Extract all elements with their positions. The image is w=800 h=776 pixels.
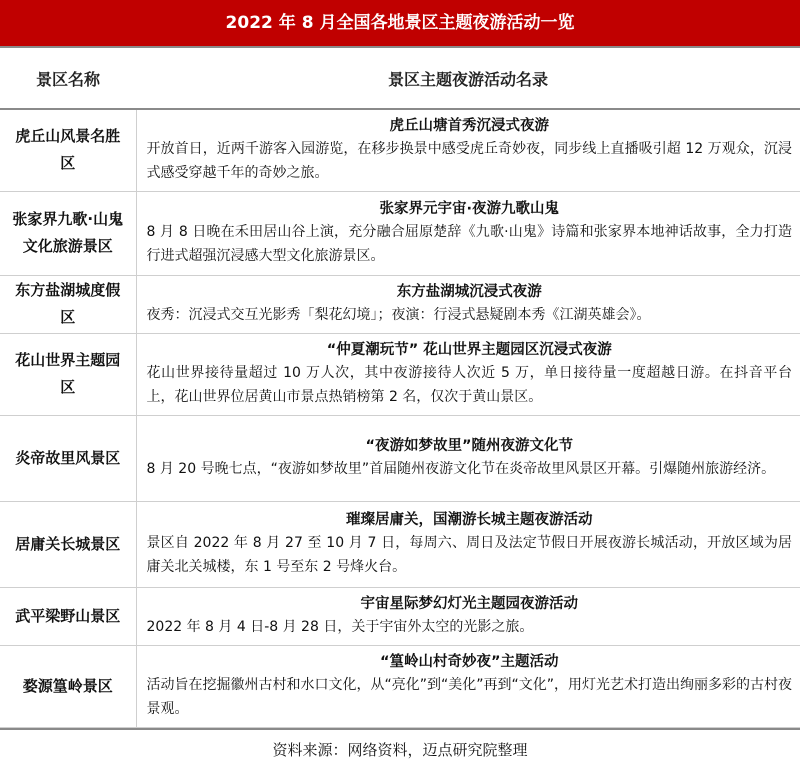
column-header-name: 景区名称 xyxy=(0,47,136,109)
activity-description: 8 月 20 号晚七点，“夜游如梦故里”首届随州夜游文化节在炎帝故里风景区开幕。引爆随州旅游经济。 xyxy=(146,460,776,477)
activity-description: 活动旨在挖掘徽州古村和水口文化，从“亮化”到“美化”再到“文化”，用灯光艺术打造出绚丽多彩的古村夜景观。 xyxy=(146,676,793,717)
activity-cell xyxy=(136,275,800,333)
activity-cell xyxy=(136,191,800,275)
table-row xyxy=(0,501,800,587)
table-row xyxy=(0,275,800,333)
activity-description: 夜秀：沉浸式交互光影秀「梨花幻境」；夜演：行浸式悬疑剧本秀《江湖英雄会》。 xyxy=(146,306,651,323)
activity-cell xyxy=(136,415,800,501)
table-row xyxy=(0,645,800,727)
scenic-area-name: 虎丘山风景名胜区 xyxy=(0,109,136,191)
activity-title: “篁岭山村奇妙夜”主题活动 xyxy=(379,653,559,670)
table-row xyxy=(0,587,800,645)
scenic-area-name: 张家界九歌·山鬼文化旅游景区 xyxy=(0,191,136,275)
activity-description: 花山世界接待量超过 10 万人次，其中夜游接待人次近 5 万，单日接待量一度超越日游。在抖音平台上，花山世界位居黄山市景点热销榜第 2 名，仅次于黄山景区。 xyxy=(146,364,792,405)
activity-title: 璀璨居庸关，国潮游长城主题夜游活动 xyxy=(346,511,593,528)
scenic-area-name: 炎帝故里风景区 xyxy=(0,415,136,501)
activity-title: 张家界元宇宙·夜游九歌山鬼 xyxy=(379,200,559,217)
scenic-area-name: 武平梁野山景区 xyxy=(0,587,136,645)
scenic-area-name: 东方盐湖城度假区 xyxy=(0,275,136,333)
scenic-area-name: 居庸关长城景区 xyxy=(0,501,136,587)
activity-cell xyxy=(136,587,800,645)
activity-description: 2022 年 8 月 4 日-8 月 28 日，关于宇宙外太空的光影之旅。 xyxy=(146,618,534,635)
activity-description: 8 月 8 日晚在禾田居山谷上演，充分融合屈原楚辞《九歌·山鬼》诗篇和张家界本地神话故事，全力打造行进式超强沉浸感大型文化旅游景区。 xyxy=(146,223,792,264)
activity-description: 开放首日，近两千游客入园游览，在移步换景中感受虎丘奇妙夜，同步线上直播吸引超 12 万观众，沉浸式感受穿越千年的奇妙之旅。 xyxy=(146,140,792,181)
activity-description: 景区自 2022 年 8 月 27 至 10 月 7 日，每周六、周日及法定节假日开展夜游长城活动，开放区域为居庸关北关城楼，东 1 号至东 2 号烽火台。 xyxy=(146,534,792,575)
column-header-activities: 景区主题夜游活动名录 xyxy=(136,47,800,109)
activity-title: 东方盐湖城沉浸式夜游 xyxy=(396,283,542,300)
table-row xyxy=(0,415,800,501)
table-title: 2022 年 8 月全国各地景区主题夜游活动一览 xyxy=(0,0,800,46)
activity-cell xyxy=(136,109,800,191)
activity-cell xyxy=(136,501,800,587)
activity-title: “仲夏潮玩节” 花山世界主题园区沉浸式夜游 xyxy=(326,341,612,358)
header-row xyxy=(0,47,800,109)
table-row xyxy=(0,109,800,191)
table-row xyxy=(0,333,800,415)
activity-title: “夜游如梦故里”随州夜游文化节 xyxy=(365,437,574,454)
activity-title: 虎丘山塘首秀沉浸式夜游 xyxy=(389,117,549,134)
activity-title: 宇宙星际梦幻灯光主题园夜游活动 xyxy=(360,595,578,612)
scenic-area-name: 花山世界主题园区 xyxy=(0,333,136,415)
source-note: 资料来源：网络资料，迈点研究院整理 xyxy=(0,728,800,770)
activities-table xyxy=(0,46,800,728)
activity-cell xyxy=(136,333,800,415)
activity-cell xyxy=(136,645,800,727)
table-row xyxy=(0,191,800,275)
scenic-area-name: 婺源篁岭景区 xyxy=(0,645,136,727)
